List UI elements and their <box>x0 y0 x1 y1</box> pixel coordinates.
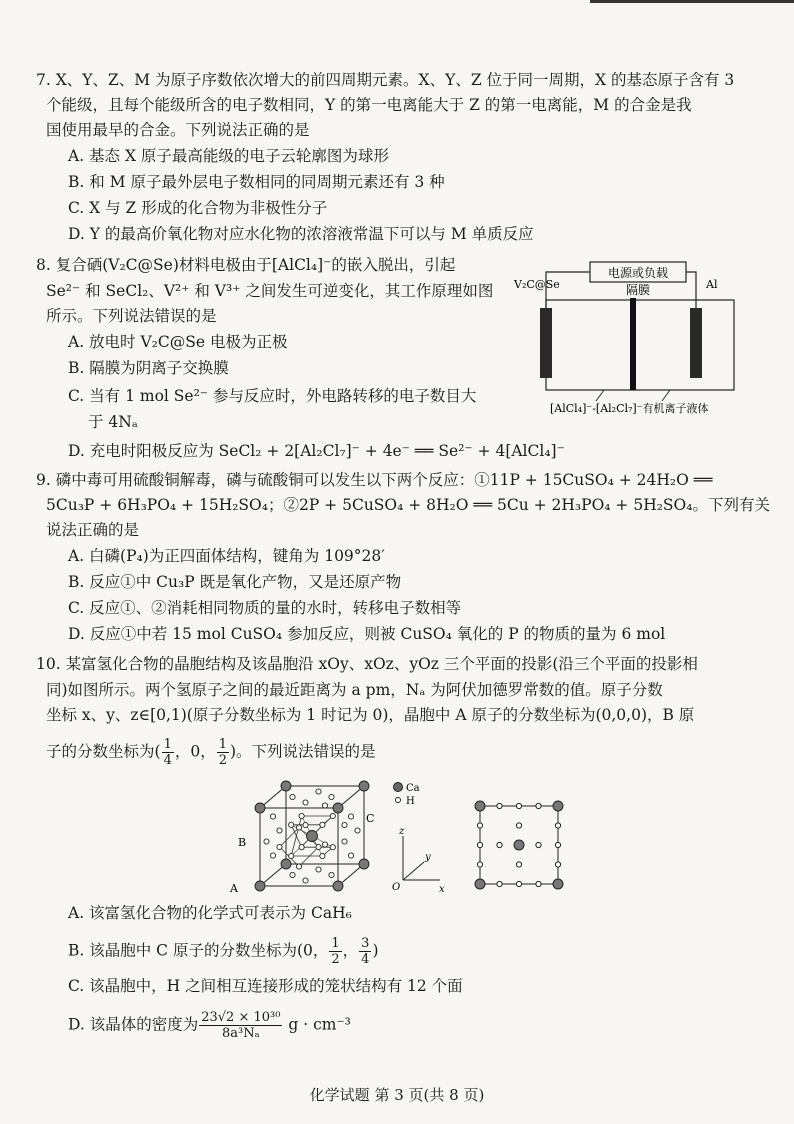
q9-line2: 5Cu₃P + 6H₃PO₄ + 15H₂SO₄；②2P + 5CuSO₄ + 8H₂O ══ 5Cu + 2H₃PO₄ + 5H₂SO₄。下列有关 <box>46 496 770 514</box>
h-atom <box>329 872 334 877</box>
h-atom <box>555 823 560 828</box>
h-atom <box>329 794 334 799</box>
h-atom <box>477 823 482 828</box>
h-atom <box>264 839 269 844</box>
unit-cell-structure <box>255 781 369 891</box>
h-atom <box>342 822 347 827</box>
q10-line3: 坐标 x、y、z∈[0,1)(原子分数坐标为 1 时记为 0)，晶胞中 A 原子的分数坐标为(0,0,0)，B 原 <box>46 706 695 724</box>
h-atom <box>348 814 353 819</box>
q9-option-a: A. 白磷(P₄)为正四面体结构，键角为 109°28′ <box>68 547 385 565</box>
q7-line2: 个能级，且每个能级所含的电子数相同，Y 的第一电离能大于 Z 的第一电离能，M 的合金是我 <box>46 96 692 114</box>
fraction-b1: $\frac{1}{2}$ <box>331 936 340 967</box>
h-atom <box>536 881 541 886</box>
membrane-label: 隔膜 <box>625 283 651 297</box>
ca-atom <box>553 801 563 811</box>
ca-atom <box>333 881 343 891</box>
h-atom <box>555 842 560 847</box>
fraction-one-half: $\frac{1}{2}$ <box>218 737 227 768</box>
h-atom <box>303 800 308 805</box>
q10-option-d: D. 该晶体的密度为 $\frac{\text{23√2 × 10³⁰}}{\text{8a³Nₐ}}$ g · cm⁻³ <box>68 1010 351 1041</box>
h-atom <box>536 803 541 808</box>
h-atom <box>296 825 301 830</box>
legend-ca-label: Ca <box>406 783 420 794</box>
q8-option-a: A. 放电时 V₂C@Se 电极为正极 <box>68 333 288 351</box>
legend-h-marker <box>396 798 401 803</box>
q10-line1: 10. 某富氢化合物的晶胞结构及该晶胞沿 xOy、xOz、yOz 三个平面的投影(沿三个平面的投影相 <box>36 655 698 673</box>
q9-line3: 说法正确的是 <box>46 521 140 539</box>
legend-h-label: H <box>406 796 415 807</box>
axis-origin-label: O <box>392 882 401 893</box>
h-atom <box>516 823 521 828</box>
q9-option-c: C. 反应①、②消耗相同物质的量的水时，转移电子数相等 <box>68 599 462 617</box>
h-atom <box>330 813 335 818</box>
left-electrode <box>540 308 552 378</box>
top-edge-bar <box>590 0 794 3</box>
q10-line4: 子的分数坐标为( $\frac{1}{4}$ ，0， $\frac{1}{2}$ )。下列说法错误的是 <box>46 737 376 768</box>
q9-option-d: D. 反应①中若 15 mol CuSO₄ 参加反应，则被 CuSO₄ 氧化的 P 的物质的量为 6 mol <box>68 625 666 643</box>
density-fraction: $\frac{\text{23√2 × 10³⁰}}{\text{8a³Nₐ}}$ <box>201 1010 281 1041</box>
h-atom <box>322 842 327 847</box>
cage-bond <box>291 816 301 856</box>
h-atom <box>290 794 295 799</box>
h-atom <box>322 803 327 808</box>
ca-atom <box>333 803 343 813</box>
crystal-cell-diagram <box>228 778 448 896</box>
right-electrode-label: Al <box>706 278 718 291</box>
h-atom <box>277 844 282 849</box>
fraction-b2: $\frac{3}{4}$ <box>361 936 370 967</box>
electrolyte-pointer-2 <box>662 390 670 401</box>
h-atom <box>497 842 502 847</box>
h-atom <box>303 878 308 883</box>
ca-atom <box>281 781 291 791</box>
q7-option-c: C. X 与 Z 形成的化合物为非极性分子 <box>68 199 328 217</box>
ca-atom <box>281 859 291 869</box>
q8-line2: Se²⁻ 和 SeCl₂、V²⁺ 和 V³⁺ 之间发生可逆变化，其工作原理如图 <box>46 282 494 300</box>
q7-option-d: D. Y 的最高价氧化物对应水化物的浓溶液常温下可以与 M 单质反应 <box>68 225 534 243</box>
h-atom <box>516 803 521 808</box>
q8-option-d: D. 充电时阳极反应为 SeCl₂ + 2[Al₂Cl₇]⁻ + 4e⁻ ══ Se²⁻ + 4[AlCl₄]⁻ <box>68 442 565 460</box>
h-atom <box>289 822 294 827</box>
h-atom <box>516 862 521 867</box>
q9-line1: 9. 磷中毒可用硫酸铜解毒，磷与硫酸铜可以发生以下两个反应：①11P + 15CuSO₄ + 24H₂O ══ <box>36 471 713 489</box>
electrolyte-pointer-1 <box>596 390 604 401</box>
ca-atom <box>475 879 485 889</box>
right-wire <box>686 272 696 308</box>
h-atom <box>330 845 335 850</box>
axis-y <box>403 862 424 880</box>
ca-atom <box>255 881 265 891</box>
ca-atom <box>553 879 563 889</box>
ca-atom <box>359 781 369 791</box>
h-atom <box>296 864 301 869</box>
cell-container <box>546 300 734 390</box>
label-c: C <box>366 812 375 825</box>
left-electrode-label: V₂C@Se <box>514 278 560 291</box>
q8-option-b: B. 隔膜为阴离子交换膜 <box>68 359 229 377</box>
ca-atom-center <box>307 831 318 842</box>
h-atom <box>270 814 275 819</box>
h-atom <box>299 845 304 850</box>
q10-option-c: C. 该晶胞中，H 之间相互连接形成的笼状结构有 12 个面 <box>68 977 463 995</box>
q8-option-c: C. 当有 1 mol Se²⁻ 参与反应时，外电路转移的电子数目大 <box>68 387 477 405</box>
label-a: A <box>230 882 238 895</box>
q7-option-b: B. 和 M 原子最外层电子数相同的同周期元素还有 3 种 <box>68 173 445 191</box>
h-atom <box>270 853 275 858</box>
q7-line1: 7. X、Y、Z、M 为原子序数依次增大的前四周期元素。X、Y、Z 位于同一周期，X 的基态原子含有 3 <box>36 71 735 89</box>
label-b: B <box>238 836 247 849</box>
q7-line3: 国使用最早的合金。下列说法正确的是 <box>46 121 310 139</box>
q10-option-b: B. 该晶胞中 C 原子的分数坐标为(0， $\frac{1}{2}$ ， $\frac{3}{4}$ ) <box>68 936 379 967</box>
power-label: 电源或负载 <box>607 266 669 280</box>
h-atom <box>316 867 321 872</box>
page-footer: 化学试题 第 3 页(共 8 页) <box>309 1086 485 1104</box>
axis-z-label: z <box>399 826 405 837</box>
h-atom <box>320 853 325 858</box>
h-atom <box>477 842 482 847</box>
h-atom <box>497 881 502 886</box>
ca-atom-center <box>514 840 524 850</box>
axis-y-label: y <box>425 852 431 863</box>
membrane <box>630 298 636 390</box>
ca-atom <box>475 801 485 811</box>
h-atom <box>536 842 541 847</box>
h-atom <box>316 789 321 794</box>
fraction-one-quarter: $\frac{1}{4}$ <box>163 737 172 768</box>
h-atom <box>289 853 294 858</box>
q10-option-a: A. 该富氢化合物的化学式可表示为 CaH₆ <box>68 904 352 922</box>
h-atom <box>497 803 502 808</box>
h-atom <box>348 853 353 858</box>
projection-diagram <box>470 798 570 894</box>
h-atom <box>277 828 282 833</box>
q8-option-c-cont: 于 4Nₐ <box>88 413 138 431</box>
electrolyte-label: [AlCl₄]⁻-[Al₂Cl₇]⁻有机离子液体 <box>550 402 709 415</box>
h-atom <box>555 862 560 867</box>
ca-atom <box>359 859 369 869</box>
h-atom <box>320 822 325 827</box>
h-atom <box>477 862 482 867</box>
q8-line3: 所示。下列说法错误的是 <box>46 307 217 325</box>
axis-x-label: x <box>439 884 445 895</box>
q9-option-b: B. 反应①中 Cu₃P 既是氧化产物，又是还原产物 <box>68 573 402 591</box>
h-atom <box>316 844 321 849</box>
h-atom <box>299 813 304 818</box>
legend-ca-marker <box>394 783 403 792</box>
h-atom <box>516 881 521 886</box>
q7-option-a: A. 基态 X 原子最高能级的电子云轮廓图为球形 <box>68 147 389 165</box>
projection-structure <box>475 801 563 889</box>
ca-atom <box>255 803 265 813</box>
right-electrode <box>690 308 702 378</box>
electrolytic-cell-diagram <box>510 258 780 418</box>
h-atom <box>303 822 308 827</box>
q8-line1: 8. 复合硒(V₂C@Se)材料电极由于[AlCl₄]⁻的嵌入脱出，引起 <box>36 256 456 274</box>
h-atom <box>290 872 295 877</box>
q10-line2: 同)如图所示。两个氢原子之间的最近距离为 a pm，Nₐ 为阿伏加德罗常数的值。原子分数 <box>46 681 663 699</box>
h-atom <box>342 839 347 844</box>
h-atom <box>355 828 360 833</box>
